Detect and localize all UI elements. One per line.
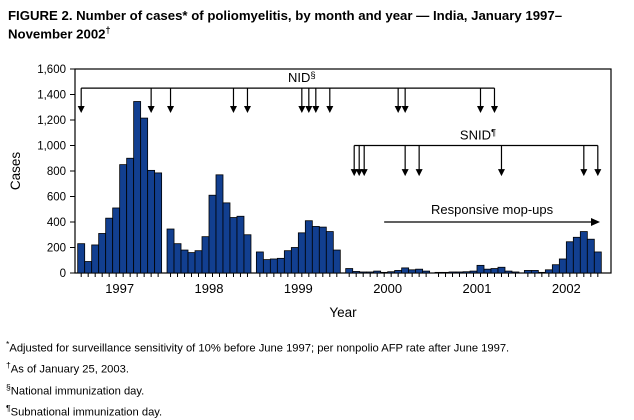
year-label: 2000 bbox=[373, 281, 403, 296]
y-tick-label: 1,400 bbox=[37, 89, 66, 102]
footnote-marker: * bbox=[6, 339, 10, 349]
bar bbox=[442, 272, 449, 273]
mopups-arrowhead bbox=[591, 218, 600, 226]
bar bbox=[244, 235, 251, 273]
bar bbox=[78, 244, 85, 273]
bar bbox=[552, 265, 559, 273]
bar bbox=[423, 271, 430, 273]
snid-bracket-label: SNID¶ bbox=[459, 127, 497, 143]
bar bbox=[298, 233, 305, 273]
year-label: 1997 bbox=[105, 281, 135, 296]
bar bbox=[333, 250, 340, 273]
bar bbox=[202, 237, 209, 273]
nid-bracket-arrowhead bbox=[402, 106, 409, 113]
bar bbox=[99, 233, 106, 273]
bar bbox=[237, 216, 244, 273]
bar bbox=[92, 245, 99, 273]
bar bbox=[85, 262, 92, 273]
footnote-line bbox=[6, 357, 630, 378]
bar bbox=[416, 269, 423, 273]
bar bbox=[319, 227, 326, 273]
bar bbox=[594, 252, 601, 273]
bar bbox=[113, 208, 120, 273]
year-label: 1999 bbox=[283, 281, 313, 296]
bar bbox=[188, 253, 195, 273]
bar bbox=[106, 218, 113, 273]
bar bbox=[477, 265, 484, 273]
snid-bracket-arrowhead bbox=[402, 169, 409, 176]
bar bbox=[167, 229, 174, 273]
bar bbox=[435, 272, 442, 273]
year-group-1997 bbox=[78, 102, 162, 296]
y-tick-label: 1,000 bbox=[37, 140, 66, 153]
bar bbox=[263, 260, 270, 273]
bar bbox=[223, 203, 230, 273]
bar bbox=[456, 272, 463, 273]
bar bbox=[449, 272, 456, 273]
snid-bracket-arrowhead bbox=[416, 169, 423, 176]
footnote-line bbox=[6, 336, 630, 357]
nid-bracket-arrowhead bbox=[167, 106, 174, 113]
bar bbox=[127, 158, 134, 273]
bar bbox=[538, 272, 545, 273]
bar bbox=[463, 272, 470, 273]
bar bbox=[559, 259, 566, 273]
nid-bracket-arrowhead bbox=[298, 106, 305, 113]
footnote-line bbox=[6, 379, 630, 400]
bar bbox=[545, 270, 552, 273]
y-tick-label: 200 bbox=[46, 242, 66, 255]
nid-bracket-arrowhead bbox=[312, 106, 319, 113]
nid-bracket-arrowhead bbox=[395, 106, 402, 113]
bar bbox=[395, 270, 402, 273]
polio-bar-chart bbox=[0, 48, 634, 334]
bar bbox=[587, 239, 594, 273]
bar bbox=[284, 251, 291, 273]
bar bbox=[291, 248, 298, 274]
bar bbox=[256, 252, 263, 273]
bar bbox=[209, 195, 216, 273]
y-tick-label: 0 bbox=[59, 268, 66, 280]
y-tick-label: 800 bbox=[46, 166, 66, 178]
bar bbox=[353, 271, 360, 273]
year-group-2001 bbox=[435, 265, 519, 296]
bar bbox=[216, 175, 223, 273]
bar bbox=[580, 232, 587, 273]
footnotes bbox=[6, 336, 630, 420]
year-group-1999 bbox=[256, 221, 340, 296]
footnote-marker: ¶ bbox=[6, 402, 11, 413]
footnote-text: As of January 25, 2003. bbox=[10, 364, 129, 377]
nid-bracket-arrowhead bbox=[477, 106, 484, 113]
bar bbox=[381, 272, 388, 273]
year-group-2002 bbox=[524, 232, 601, 296]
year-label: 1998 bbox=[194, 281, 224, 296]
year-label: 2001 bbox=[462, 281, 492, 296]
bar bbox=[524, 270, 531, 273]
bar bbox=[174, 244, 181, 273]
bar bbox=[491, 269, 498, 273]
bar bbox=[195, 251, 202, 273]
bar bbox=[270, 259, 277, 273]
year-group-1998 bbox=[167, 175, 251, 296]
footnote-text: Subnational immunization day. bbox=[10, 406, 163, 419]
footnote-text: Adjusted for surveillance sensitivity of 10% before June 1997; per nonpolio AFP rate after June 1997. bbox=[9, 342, 510, 355]
bar bbox=[374, 271, 381, 273]
snid-bracket bbox=[351, 128, 602, 177]
nid-bracket-arrowhead bbox=[244, 106, 251, 113]
year-group-2000 bbox=[346, 268, 430, 296]
snid-bracket-arrowhead bbox=[361, 169, 368, 176]
bar bbox=[388, 272, 395, 273]
bar bbox=[531, 270, 538, 273]
nid-bracket-arrowhead bbox=[326, 106, 333, 113]
year-label: 2002 bbox=[551, 281, 581, 296]
nid-bracket-arrowhead bbox=[148, 106, 155, 113]
bar bbox=[498, 267, 505, 273]
figure-title-text: FIGURE 2. Number of cases* of poliomyelitis, by month and year — India, January 1997–November 2002 bbox=[8, 8, 563, 42]
x-axis-title: Year bbox=[329, 305, 357, 320]
bar bbox=[134, 102, 141, 273]
bar bbox=[470, 271, 477, 273]
y-axis-title: Cases bbox=[8, 151, 23, 191]
y-tick-label: 1,200 bbox=[37, 115, 66, 127]
bar bbox=[120, 165, 127, 273]
bar bbox=[367, 272, 374, 273]
bar bbox=[484, 269, 491, 273]
snid-bracket-arrowhead bbox=[498, 169, 505, 176]
footnote-marker: § bbox=[6, 381, 11, 392]
bar bbox=[305, 221, 312, 273]
mopups-label: Responsive mop-ups bbox=[431, 202, 554, 217]
y-axis bbox=[37, 64, 75, 280]
nid-bracket-arrowhead bbox=[491, 106, 498, 113]
footnote-marker: † bbox=[6, 360, 11, 371]
snid-bracket-arrowhead bbox=[580, 169, 587, 176]
figure-title-dagger: † bbox=[105, 24, 111, 35]
bar bbox=[402, 268, 409, 273]
y-tick-label: 600 bbox=[46, 191, 66, 204]
footnote-text: National immunization day. bbox=[10, 385, 145, 398]
figure-title bbox=[8, 8, 604, 43]
snid-bracket-arrowhead bbox=[594, 169, 601, 176]
bar bbox=[505, 271, 512, 273]
bar bbox=[277, 258, 284, 273]
bar bbox=[148, 170, 155, 273]
bar bbox=[360, 272, 367, 273]
nid-bracket-label: NID§ bbox=[287, 70, 316, 86]
footnote-line bbox=[6, 400, 630, 420]
bar bbox=[312, 226, 319, 273]
bar bbox=[573, 237, 580, 273]
bar bbox=[566, 242, 573, 273]
bar bbox=[326, 232, 333, 273]
nid-bracket-arrowhead bbox=[78, 106, 85, 113]
bar bbox=[346, 269, 353, 273]
bar bbox=[155, 173, 162, 273]
bar bbox=[409, 270, 416, 273]
nid-bracket-arrowhead bbox=[230, 106, 237, 113]
bar bbox=[141, 118, 148, 273]
nid-bracket-arrowhead bbox=[305, 106, 312, 113]
y-tick-label: 1,600 bbox=[37, 64, 66, 76]
bar bbox=[512, 272, 519, 273]
mopups bbox=[384, 202, 600, 226]
bar bbox=[230, 218, 237, 273]
bar bbox=[181, 250, 188, 273]
y-tick-label: 400 bbox=[46, 217, 66, 229]
